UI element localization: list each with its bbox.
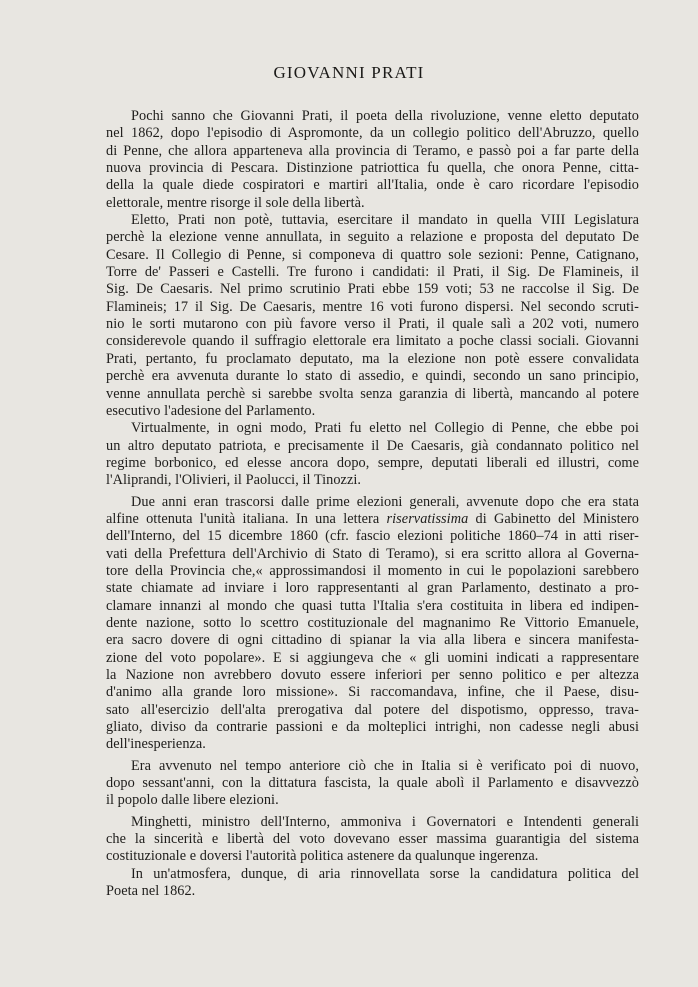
text-line bbox=[106, 719, 639, 736]
text-line bbox=[106, 351, 639, 368]
text-line-content: vati della Prefettura dell'Archivio di Stato di Teramo), si era scritto allora al Governa- bbox=[106, 545, 639, 562]
text-line-content: Flamineis; 17 il Sig. De Caesaris, mentre 16 voti furono dispersi. Nel secondo scruti- bbox=[106, 298, 639, 315]
text-line bbox=[106, 125, 639, 142]
text-line-content: Virtualmente, in ogni modo, Prati fu eletto nel Collegio di Penne, che ebbe poi bbox=[131, 420, 639, 437]
text-line-content: era sacro dovere di ogni cittadino di spianar la via alla libera e sincera manifesta- bbox=[106, 632, 639, 649]
text-line-content: Prati, pertanto, fu proclamato deputato, ma la elezione non potè essere convalidata bbox=[106, 350, 639, 367]
text-line bbox=[106, 702, 639, 719]
italic-word: riservatissima bbox=[386, 510, 469, 527]
text-line bbox=[106, 546, 639, 563]
text-line bbox=[106, 229, 639, 246]
text-line-content: nel 1862, dopo l'episodio di Aspromonte, da un collegio politico dell'Abruzzo, quello bbox=[106, 125, 639, 142]
text-line-content: gliato, diviso da contrarie passioni e da molteplici intrighi, non cadesse negli abusi bbox=[106, 719, 639, 736]
text-line-content: perchè la elezione venne annullata, in seguito a relazione e proposta del deputato De bbox=[106, 229, 639, 246]
text-line bbox=[106, 883, 639, 900]
body-text bbox=[106, 108, 639, 900]
text-line-content: perchè era avvenuta durante lo stato di assedio, e quindi, secondo un sano principio, bbox=[106, 368, 639, 385]
text-line bbox=[106, 247, 639, 264]
text-line bbox=[106, 684, 639, 701]
text-line bbox=[106, 598, 639, 615]
text-line bbox=[106, 316, 639, 333]
text-line-content: d'animo alla grande loro missione». Si raccomandava, infine, che il Paese, disu- bbox=[106, 684, 639, 701]
text-line-content: la Nazione non avrebbero dovuto essere inferiori per senno politico e per altezza bbox=[106, 667, 639, 683]
text-line bbox=[106, 736, 639, 753]
text-line bbox=[106, 403, 639, 420]
text-line bbox=[106, 615, 639, 632]
text-line-content: In un'atmosfera, dunque, di aria rinnovellata sorse la candidatura politica del bbox=[131, 865, 639, 882]
text-line bbox=[106, 667, 639, 684]
text-line bbox=[106, 299, 639, 316]
text-line-content: state chiamate ad inviare i loro rappresentanti al gran Parlamento, destinato a pro- bbox=[106, 580, 639, 597]
text-line-content: Torre de' Passeri e Castelli. Tre furono i candidati: il Prati, il Sig. De Flamineis, il bbox=[106, 264, 639, 281]
text-line-content: Eletto, Prati non potè, tuttavia, esercitare il mandato in quella VIII Legislatura bbox=[131, 212, 639, 229]
text-line-content: costituzionale e doversi l'autorità politica astenere da qualunque ingerenza. bbox=[106, 848, 539, 865]
text-line bbox=[106, 160, 639, 177]
text-line-content: l'Aliprandi, l'Olivieri, il Paolucci, il Tinozzi. bbox=[106, 472, 361, 489]
text-line-content: Pochi sanno che Giovanni Prati, il poeta della rivoluzione, venne eletto deputato bbox=[131, 108, 639, 124]
text-line-content: nio le sorti mutarono con più favore verso il Prati, il quale salì a 202 voti, numero bbox=[106, 316, 639, 333]
text-line-content: considerevole quando il suffragio elettorale era limitato a poche classi sociali. Giovanni bbox=[106, 333, 639, 350]
text-line bbox=[106, 831, 639, 848]
text-line-content: clamare innanzi al mondo che quasi tutta l'Italia s'era costituita in libera ed indipen- bbox=[106, 597, 639, 614]
text-line bbox=[106, 108, 639, 125]
text-line-content: Cesare. Il Collegio di Penne, si componeva di quattro sole sezioni: Penne, Catignano, bbox=[106, 246, 639, 263]
text-line bbox=[106, 177, 639, 194]
text-line-content: Poeta nel 1862. bbox=[106, 883, 196, 900]
text-line-content: tore della Provincia che,« approssimandosi il momento in cui le popolazioni sarebbero bbox=[106, 562, 639, 579]
text-line-content: zione del voto popolare». E si aggiungeva che « gli uomini indicati a rappresentare bbox=[106, 649, 639, 666]
text-line-content: di Penne, che allora apparteneva alla provincia di Teramo, e passò poi a far parte della bbox=[106, 142, 639, 159]
text-line bbox=[106, 212, 639, 229]
text-line-content: sato all'esercizio dell'alta prerogativa dal potere del dispotismo, oppresso, trava- bbox=[106, 701, 639, 718]
text-line-content: il popolo dalle libere elezioni. bbox=[106, 792, 279, 809]
text-line-content: Due anni eran trascorsi dalle prime elezioni generali, avvenute dopo che era stata bbox=[131, 493, 639, 510]
text-line bbox=[106, 368, 639, 385]
text-line-content: alfine ottenuta l'unità italiana. In una lettera bbox=[106, 510, 380, 527]
text-line-content: Sig. De Caesaris. Nel primo scrutinio Prati ebbe 159 voti; 53 ne raccolse il Sig. De bbox=[106, 281, 639, 298]
text-line-content: nuova provincia di Pescara. Distinzione patriottica fu quella, che onora Penne, citta- bbox=[106, 160, 639, 177]
text-line bbox=[106, 420, 639, 437]
text-line-content: elettorale, mentre risorge il sole della libertà. bbox=[106, 194, 365, 211]
text-line-continuation: di Gabinetto del Ministero bbox=[468, 510, 640, 527]
text-line bbox=[106, 848, 639, 865]
text-line-content: dell'Interno, del 15 dicembre 1860 (cfr. fascio elezioni politiche 1860–74 in atti riser- bbox=[106, 528, 639, 545]
text-line bbox=[106, 632, 639, 649]
text-line-content: regime borbonico, ed elesse ancora dopo, sempre, deputati liberali ed illustri, come bbox=[106, 454, 639, 471]
text-line-content: che la sincerità e libertà del voto dovevano esser massima guarantigia del sistema bbox=[106, 831, 639, 848]
text-line bbox=[106, 758, 639, 775]
text-line bbox=[106, 792, 639, 809]
text-line bbox=[106, 455, 639, 472]
text-line bbox=[106, 494, 639, 511]
page-title: GIOVANNI PRATI bbox=[273, 63, 425, 82]
text-line bbox=[106, 866, 639, 883]
text-line bbox=[106, 511, 639, 528]
text-line-content: Era avvenuto nel tempo anteriore ciò che in Italia si è verificato poi di nuovo, bbox=[131, 757, 639, 774]
text-line bbox=[106, 563, 639, 580]
text-line bbox=[106, 264, 639, 281]
text-line-content: della la quale diede cospiratori e martiri all'Italia, onde è caro ricordare l'episodio bbox=[106, 177, 639, 194]
text-line bbox=[106, 650, 639, 667]
text-line bbox=[106, 528, 639, 545]
text-line-content: esecutivo l'adesione del Parlamento. bbox=[106, 402, 316, 419]
text-line bbox=[106, 195, 639, 212]
text-line bbox=[106, 472, 639, 489]
text-line bbox=[106, 386, 639, 403]
text-line-content: dell'inesperienza. bbox=[106, 736, 206, 753]
text-line bbox=[106, 438, 639, 455]
text-line-content: un altro deputato patriota, e precisamente il De Caesaris, già condannato politico nel bbox=[106, 437, 639, 454]
text-line bbox=[106, 281, 639, 298]
text-line bbox=[106, 333, 639, 350]
text-line bbox=[106, 775, 639, 792]
text-line bbox=[106, 580, 639, 597]
text-line-content: dente nazione, sotto lo scettro costituzionale del magnanimo Re Vittorio Emanuele, bbox=[106, 614, 639, 631]
text-line bbox=[106, 143, 639, 160]
text-line-content: Minghetti, ministro dell'Interno, ammoniva i Governatori e Intendenti generali bbox=[131, 813, 639, 830]
text-line bbox=[106, 814, 639, 831]
text-line-content: venne annullata perchè si sarebbe svolta senza garanzia di libertà, mancando al potere bbox=[106, 385, 639, 402]
text-line-content: dopo sessant'anni, con la dittatura fascista, la quale abolì il Parlamento e disavvezzò bbox=[106, 775, 639, 792]
